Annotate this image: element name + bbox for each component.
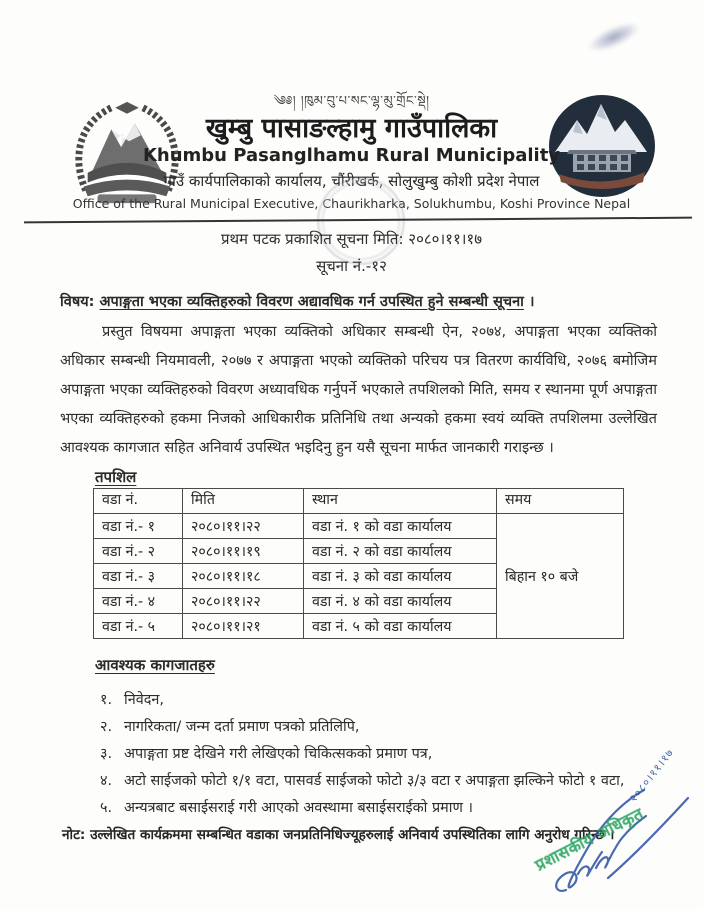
body-paragraph: प्रस्तुत विषयमा अपाङ्गता भएका व्यक्तिको अधिकार सम्बन्धी ऐन, २०७४, अपाङ्गता भएका व्यक्तिको अधिकार सम्बन्धी नियमावली, २०७७ र अपाङ्गता भएको व्यक्तिको परिचय पत्र वितरण कार्यविधि, २०७६ बमोजिम अपाङ्गता भएका व्यक्तिहरुको विवरण अध्यावधिक गर्नुपर्ने भएकाले तपशिलको मिति, समय र स्थानमा पूर्ण अपाङ्गता भएका व्यक्तिहरुको हकमा निजको आधिकारीक प्रतिनिधि तथा अन्यको हकमा स्वयं व्यक्ति तपशिलमा उल्लेखित आवश्यक कागजात सहित अनिवार्य उपस्थित भइदिनु हुन यसै सूचना मार्फत जानकारी गराइन्छ । bbox=[60, 323, 657, 456]
date-cell: २०८०।११।२२ bbox=[183, 514, 304, 539]
item-number: ३. bbox=[100, 746, 113, 762]
ward-cell: वडा नं.- ४ bbox=[94, 589, 183, 614]
item-text: नागरिकता/ जन्म दर्ता प्रमाण पत्रको प्रतिलिपि, bbox=[124, 719, 360, 735]
item-text: अपाङ्गता प्रष्ट देखिने गरी लेखिएको चिकित्सकको प्रमाण पत्र, bbox=[124, 746, 433, 762]
office-line-nepali: गाउँ कार्यपालिकाको कार्यालय, चौंरीखर्क, सोलुखुम्बु कोशी प्रदेश नेपाल bbox=[163, 172, 540, 190]
item-number: ४. bbox=[100, 773, 113, 789]
place-cell: वडा नं. ३ को वडा कार्यालय bbox=[304, 564, 497, 589]
table-header-row bbox=[94, 489, 624, 514]
col-header-ward: वडा नं. bbox=[94, 489, 183, 514]
item-number: २. bbox=[100, 719, 113, 735]
published-date-line: प्रथम पटक प्रकाशित सूचना मिति: २०८०।११।१७ bbox=[220, 230, 483, 248]
subject-label: विषय: bbox=[60, 294, 95, 310]
ward-cell: वडा नं.- ५ bbox=[94, 614, 183, 639]
item-text: निवेदन, bbox=[124, 692, 164, 708]
officer-stamp-text: प्रशासकीय अधिकृत bbox=[531, 803, 647, 875]
subject-line bbox=[60, 291, 670, 311]
documents-heading: आवश्यक कागजातहरु bbox=[95, 656, 215, 674]
item-text: अन्यत्रबाट बसाईसराई गरी आएको अवस्थामा बसाईसराईको प्रमाण । bbox=[124, 800, 473, 816]
time-cell: बिहान १० बजे bbox=[497, 514, 624, 639]
place-cell: वडा नं. ५ को वडा कार्यालय bbox=[304, 614, 497, 639]
place-cell: वडा नं. २ को वडा कार्यालय bbox=[304, 539, 497, 564]
col-header-place: स्थान bbox=[304, 489, 497, 514]
item-number: १. bbox=[100, 692, 113, 708]
list-item bbox=[100, 741, 670, 768]
date-cell: २०८०।११।१८ bbox=[183, 564, 304, 589]
date-cell: २०८०।११।१९ bbox=[183, 539, 304, 564]
notice-number: सूचना नं.-१२ bbox=[316, 257, 387, 275]
item-text: अटो साईजको फोटो १/१ वटा, पासवर्ड साईजको फोटो ३/३ वटा र अपाङ्गता झल्किने फोटो १ वटा, bbox=[124, 773, 625, 789]
ink-smudge bbox=[584, 16, 643, 57]
col-header-date: मिति bbox=[183, 489, 304, 514]
date-cell: २०८०।११।२१ bbox=[183, 614, 304, 639]
footer-note: नोट: उल्लेखित कार्यक्रममा सम्बन्धित वडाका जनप्रतिनिधिज्यूहरुलाई अनिवार्य उपस्थितिका लागि अनुरोध गरिन्छ । bbox=[62, 827, 615, 843]
list-item bbox=[100, 714, 670, 741]
item-number: ५. bbox=[100, 800, 113, 816]
municipality-name-english: Khumbu Pasanglhamu Rural Municipality bbox=[142, 145, 561, 166]
table-row bbox=[94, 514, 624, 539]
handwritten-date: २०८०।११।१७ bbox=[626, 746, 677, 805]
schedule-table bbox=[93, 488, 624, 639]
ward-cell: वडा नं.- २ bbox=[94, 539, 183, 564]
list-item bbox=[100, 687, 670, 714]
subject-terminator: । bbox=[528, 294, 535, 310]
date-cell: २०८०।११।२२ bbox=[183, 589, 304, 614]
municipality-name-nepali: खुम्बु पासाङल्हामु गाउँपालिका bbox=[205, 113, 498, 144]
place-cell: वडा नं. ४ को वडा कार्यालय bbox=[304, 589, 497, 614]
col-header-time: समय bbox=[497, 489, 624, 514]
schedule-heading: तपशिल bbox=[95, 468, 137, 486]
subject-text: अपाङ्गता भएका व्यक्तिहरुको विवरण अद्यावधिक गर्न उपस्थित हुने सम्बन्धी सूचना bbox=[99, 294, 524, 310]
office-line-english: Office of the Rural Municipal Executive, Chaurikharka, Solukhumbu, Koshi Province Nepal bbox=[72, 196, 631, 211]
place-cell: वडा नं. १ को वडा कार्यालय bbox=[304, 514, 497, 539]
tibetan-script-line: ༄༅། །ཁུམ་བུ་པ་སང་ལྷ་མུ་གྲོང་སྡེ། bbox=[273, 94, 430, 109]
ward-cell: वडा नं.- १ bbox=[94, 514, 183, 539]
ward-cell: वडा नं.- ३ bbox=[94, 564, 183, 589]
